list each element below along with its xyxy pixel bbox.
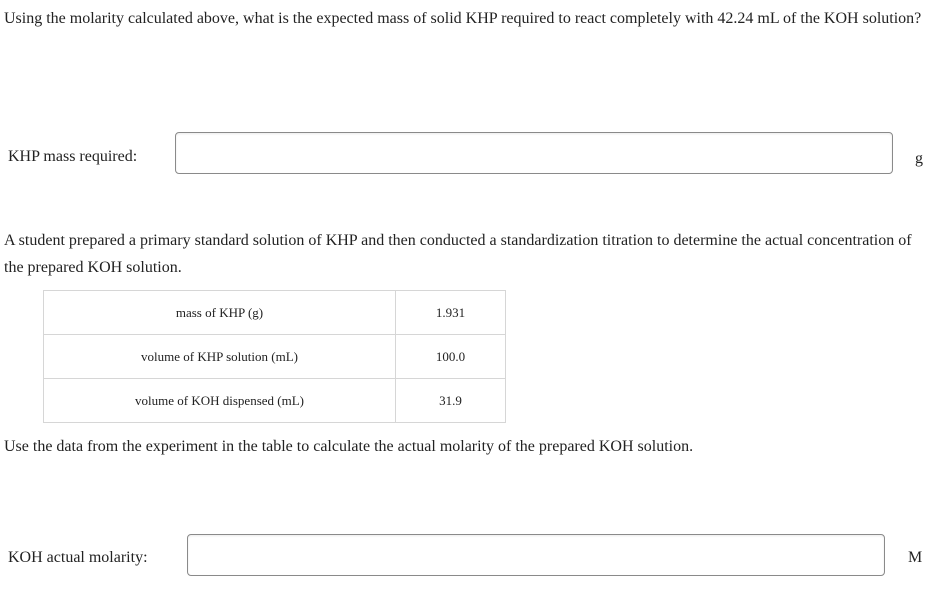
table-row (44, 379, 506, 423)
table-cell-label: volume of KOH dispensed (mL) (44, 379, 396, 423)
table-cell-value: 31.9 (396, 379, 506, 423)
khp-mass-input[interactable] (175, 132, 893, 174)
table-row (44, 291, 506, 335)
khp-mass-unit: g (915, 150, 923, 167)
koh-molarity-label: KOH actual molarity: (8, 549, 148, 566)
table-cell-label: volume of KHP solution (mL) (44, 335, 396, 379)
koh-molarity-unit: M (908, 549, 923, 566)
table-row (44, 335, 506, 379)
table-cell-label: mass of KHP (g) (44, 291, 396, 335)
question-koh-molarity-text: Use the data from the experiment in the table to calculate the actual molarity of the prepared KOH solution. (4, 438, 694, 455)
table-cell-value: 100.0 (396, 335, 506, 379)
khp-mass-label: KHP mass required: (8, 148, 138, 165)
koh-molarity-input[interactable] (187, 534, 885, 576)
question-khp-mass-text: Using the molarity calculated above, what is the expected mass of solid KHP required to react completely with 42.24 mL of the KOH solution? (4, 10, 922, 27)
table-cell-value: 1.931 (396, 291, 506, 335)
experiment-data-table (43, 290, 506, 423)
experiment-intro-text: A student prepared a primary standard solution of KHP and then conducted a standardization titration to determine the actual concentration of the prepared KOH solution. (4, 232, 912, 276)
